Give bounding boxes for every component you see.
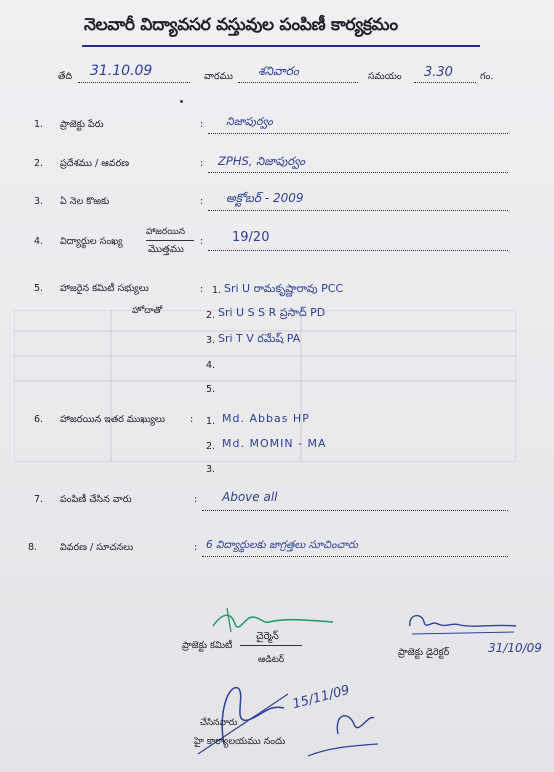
day-value: శనివారం xyxy=(258,64,299,78)
time-label: సమయం xyxy=(368,71,402,82)
member-value: Sri U S S R ప్రసాద్ PD xyxy=(218,306,326,319)
row-number: 1. xyxy=(34,119,44,130)
colon: : xyxy=(200,119,204,130)
member-number: 1. xyxy=(206,416,216,427)
chairman-label: చైర్మెన్ xyxy=(256,631,279,642)
location-value: ZPHS, నిజాపుర్వం xyxy=(218,154,305,168)
students-label: విద్యార్థుల సంఖ్య xyxy=(60,236,123,247)
member-number: 3. xyxy=(206,335,216,346)
show-through-rule xyxy=(14,355,516,357)
director-date: 31/10/09 xyxy=(488,641,542,655)
colon: : xyxy=(200,158,204,169)
title-underline xyxy=(82,45,480,47)
hour-suffix: గం. xyxy=(480,71,494,82)
colon: : xyxy=(190,414,194,425)
remarks-label: వివరణ / సూచనలు xyxy=(60,542,134,553)
attended-label: హాజరయిన xyxy=(146,227,186,237)
colon: : xyxy=(200,236,204,247)
member-number: 2. xyxy=(206,310,216,321)
others-label: హాజరయిన ఇతర ముఖ్యులు xyxy=(60,414,165,425)
stamp-date: 15/11/09 xyxy=(291,682,352,713)
dotted-line xyxy=(208,133,508,134)
member-number: 1. xyxy=(212,285,222,296)
row-number: 4. xyxy=(34,236,44,247)
member-number: 4. xyxy=(206,360,216,371)
committee-label: హాజరైన కమిటీ సభ్యులు xyxy=(60,283,149,294)
date-dotted-line xyxy=(78,82,190,83)
distributor-value: Above all xyxy=(222,490,278,504)
member-value: Md. Abbas HP xyxy=(222,412,310,425)
member-number: 2. xyxy=(206,441,216,452)
dotted-line xyxy=(208,172,508,173)
designation-label: హోదాతో xyxy=(132,306,163,316)
row-number: 5. xyxy=(34,283,44,294)
colon: : xyxy=(200,284,204,295)
attester-label: చేసినవారు xyxy=(200,718,238,728)
fraction-rule xyxy=(146,240,194,241)
member-value: Sri U రామకృష్ణారావు PCC xyxy=(224,282,344,295)
document-title: నెలవారీ విద్యావసర వస్తువుల పంపిణీ కార్యక్రమం xyxy=(84,15,398,35)
project-name-value: నిజాపుర్వం xyxy=(226,115,273,128)
member-value: Sri T V రమేష్ PA xyxy=(218,332,301,345)
day-label: వారము xyxy=(204,71,233,82)
students-value: 19/20 xyxy=(232,230,270,245)
date-label: తేది xyxy=(58,71,73,82)
month-label: ఏ నెల కొఱకు xyxy=(60,196,110,207)
location-label: ప్రదేశము / ఆవరణ xyxy=(60,158,130,169)
member-number: 3. xyxy=(206,464,216,475)
show-through-rule xyxy=(14,380,516,382)
row-number: 6. xyxy=(34,414,44,425)
row-number: 2. xyxy=(34,158,44,169)
time-value: 3.30 xyxy=(424,65,453,80)
dotted-line xyxy=(208,210,508,211)
dotted-line xyxy=(202,510,508,511)
total-label: మొత్తము xyxy=(148,244,184,255)
remarks-value: 6 విద్యార్థులకు జాగ్రత్తలు సూచించారు xyxy=(206,539,358,551)
row-number: 3. xyxy=(34,196,44,207)
member-number: 5. xyxy=(206,384,216,395)
row-number: 8. xyxy=(28,542,38,553)
auditor-label: ఆడిటర్ xyxy=(258,655,285,665)
day-dotted-line xyxy=(238,82,358,83)
colon: : xyxy=(200,196,204,207)
chairman-rule xyxy=(240,645,302,646)
project-name-label: ప్రాజెక్టు పేరు xyxy=(60,119,104,130)
dotted-line xyxy=(208,250,508,251)
headmaster-office-label: హై కార్యాలయము నందు xyxy=(194,736,286,747)
show-through-rule xyxy=(110,310,112,462)
colon: : xyxy=(194,494,198,505)
dotted-line xyxy=(202,556,508,557)
time-dotted-line xyxy=(414,82,476,83)
director-signature xyxy=(404,610,522,638)
paper-speck xyxy=(180,100,183,103)
project-committee-label: ప్రాజెక్టు కమిటీ xyxy=(182,640,233,651)
month-value: అక్టోబర్ - 2009 xyxy=(226,191,304,205)
distributor-label: పంపిణీ చేసిన వారు xyxy=(60,494,132,505)
date-value: 31.10.09 xyxy=(90,63,153,79)
colon: : xyxy=(194,542,198,553)
member-value: Md. MOMIN - MA xyxy=(222,437,327,450)
row-number: 7. xyxy=(34,494,44,505)
project-director-label: ప్రాజెక్టు డైరెక్టర్ xyxy=(398,647,450,658)
